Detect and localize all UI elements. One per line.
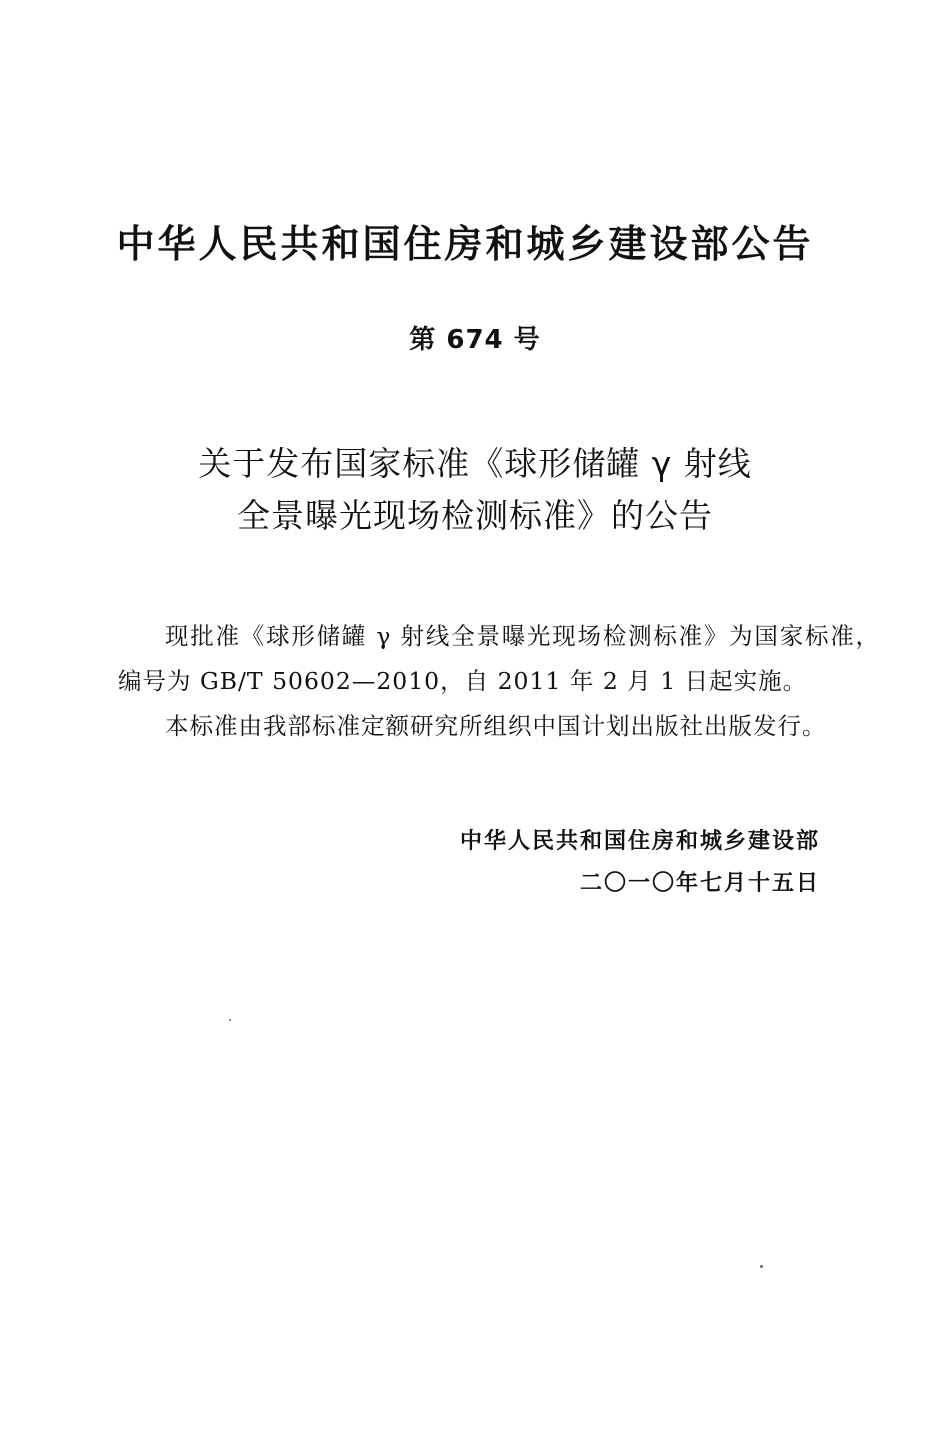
scan-speck [760,1265,763,1268]
announcement-title-line-2: 全景曝光现场检测标准》的公告 [237,496,713,535]
scan-speck [229,1019,231,1021]
announcement-number: 第 674 号 [409,325,541,355]
body-paragraph-2: 本标准由我部标准定额研究所组织中国计划出版社出版发行。 [165,712,827,740]
body-paragraph-1-block [118,614,880,704]
announcement-title-line-1: 关于发布国家标准《球形储罐 γ 射线 [198,444,752,483]
body-paragraph-1: 现批准《球形储罐 γ 射线全景曝光现场检测标准》为国家标准，编号为 GB/T 50602—2010，自 2011 年 2 月 1 日起实施。 [118,622,880,695]
signature-date: 二〇一〇年七月十五日 [579,871,820,896]
issuer-title: 中华人民共和国住房和城乡建设部公告 [116,222,814,266]
signature-organization: 中华人民共和国住房和城乡建设部 [459,829,820,854]
body-paragraph-2-block [118,704,880,749]
